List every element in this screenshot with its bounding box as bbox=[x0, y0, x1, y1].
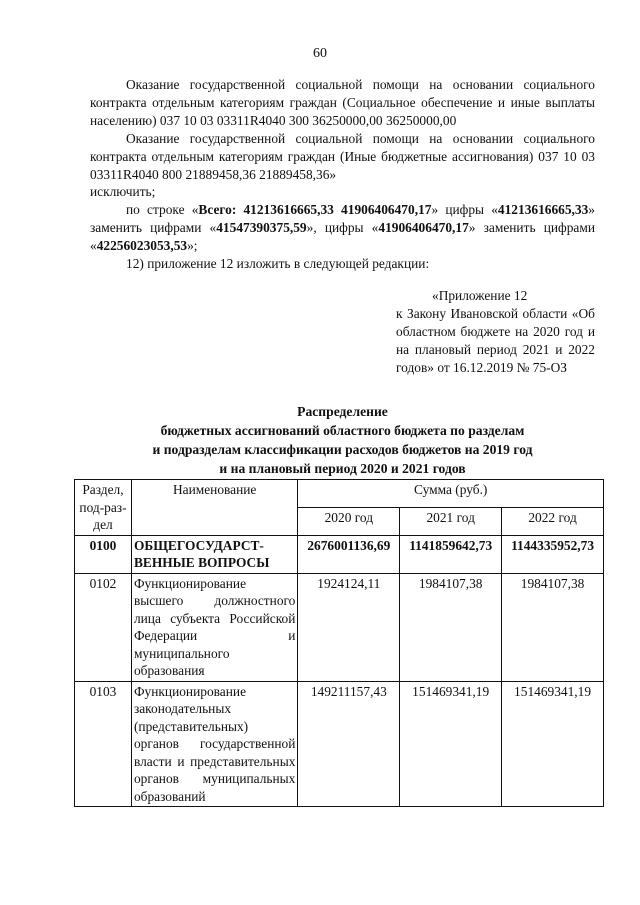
text-fragment: по строке « bbox=[126, 202, 199, 218]
appendix-title: «Приложение 12 bbox=[432, 288, 528, 303]
header-section-code: Раздел, под-раз-дел bbox=[75, 480, 132, 536]
paragraph-total-replace bbox=[90, 201, 595, 255]
text-fragment: »; bbox=[187, 238, 198, 254]
amount-2021: 151469341,19 bbox=[400, 681, 502, 807]
section-code: 0100 bbox=[75, 535, 132, 573]
amount-2022: 1144335952,73 bbox=[502, 535, 604, 573]
paragraph-social-contract-800: Оказание государственной социальной помощи на основании социального контракта отдельным категориям граждан (Иные бюджетные ассигнования) 037 10 03 03311R4040 800 21889458,36 21889458,36» bbox=[90, 130, 595, 182]
amount-2022: 151469341,19 bbox=[502, 681, 604, 807]
amount-2020: 1924124,11 bbox=[298, 573, 400, 681]
title-line-2: бюджетных ассигнований областного бюджета по разделам bbox=[160, 423, 525, 438]
paragraph-social-contract-300: Оказание государственной социальной помощи на основании социального контракта отдельным категориям граждан (Социальное обеспечение и иные выплаты населению) 037 10 03 03311R4040 300 36250000,00 36250000,00 bbox=[90, 77, 595, 128]
section-name: Функционирование высшего должностного лица субъекта Российской Федерации и муниципального образования bbox=[131, 573, 297, 681]
appendix-law-reference: к Закону Ивановской области «Об областном бюджете на 2020 год и на плановый период 2021 и 2022 годов» от 16.12.2019 № 75-ОЗ bbox=[396, 305, 595, 375]
text-fragment: », цифры « bbox=[306, 220, 379, 236]
header-sum: Сумма (руб.) bbox=[298, 480, 604, 508]
paragraph-appendix-12: 12) приложение 12 изложить в следующей редакции: bbox=[126, 256, 430, 272]
paragraph-exclude: исключить; bbox=[90, 184, 156, 200]
document-title bbox=[90, 402, 595, 478]
total-row-quote: Всего: 41213616665,33 41906406470,17 bbox=[198, 202, 432, 218]
amount-2021: 1141859642,73 bbox=[400, 535, 502, 573]
text-fragment: » цифры « bbox=[431, 202, 498, 218]
header-year-2021: 2021 год bbox=[400, 507, 502, 535]
table-row bbox=[75, 573, 604, 681]
title-line-3: и подразделам классификации расходов бюджетов на 2019 год bbox=[152, 442, 533, 457]
section-name: ОБЩЕГОСУДАРСТ-ВЕННЫЕ ВОПРОСЫ bbox=[131, 535, 297, 573]
amount-2020: 2676001136,69 bbox=[298, 535, 400, 573]
page-number: 60 bbox=[313, 46, 327, 61]
section-name: Функционирование законодательных (представительных) органов государственной власти и представительных органов муниципальных образований bbox=[131, 681, 297, 807]
title-line-1: Распределение bbox=[297, 404, 388, 419]
new-value-2020: 41547390375,59 bbox=[216, 220, 307, 236]
section-code: 0102 bbox=[75, 573, 132, 681]
text-fragment: » заменить цифрами « bbox=[90, 220, 595, 254]
header-year-2022: 2022 год bbox=[502, 507, 604, 535]
section-code: 0103 bbox=[75, 681, 132, 807]
new-value-2021: 42256023053,53 bbox=[96, 238, 188, 254]
amendment-text bbox=[90, 76, 595, 273]
header-row bbox=[75, 480, 604, 508]
budget-table bbox=[74, 479, 604, 807]
old-value-2020: 41213616665,33 bbox=[497, 202, 589, 218]
table-row bbox=[75, 535, 604, 573]
amount-2021: 1984107,38 bbox=[400, 573, 502, 681]
header-name: Наименование bbox=[131, 480, 297, 536]
appendix-reference bbox=[396, 287, 595, 377]
text-fragment: » заменить цифрами « bbox=[90, 202, 595, 236]
header-year-2020: 2020 год bbox=[298, 507, 400, 535]
old-value-2021: 41906406470,17 bbox=[378, 220, 469, 236]
amount-2022: 1984107,38 bbox=[502, 573, 604, 681]
table-row bbox=[75, 681, 604, 807]
title-line-4: и на плановый период 2020 и 2021 годов bbox=[219, 461, 466, 476]
amount-2020: 149211157,43 bbox=[298, 681, 400, 807]
